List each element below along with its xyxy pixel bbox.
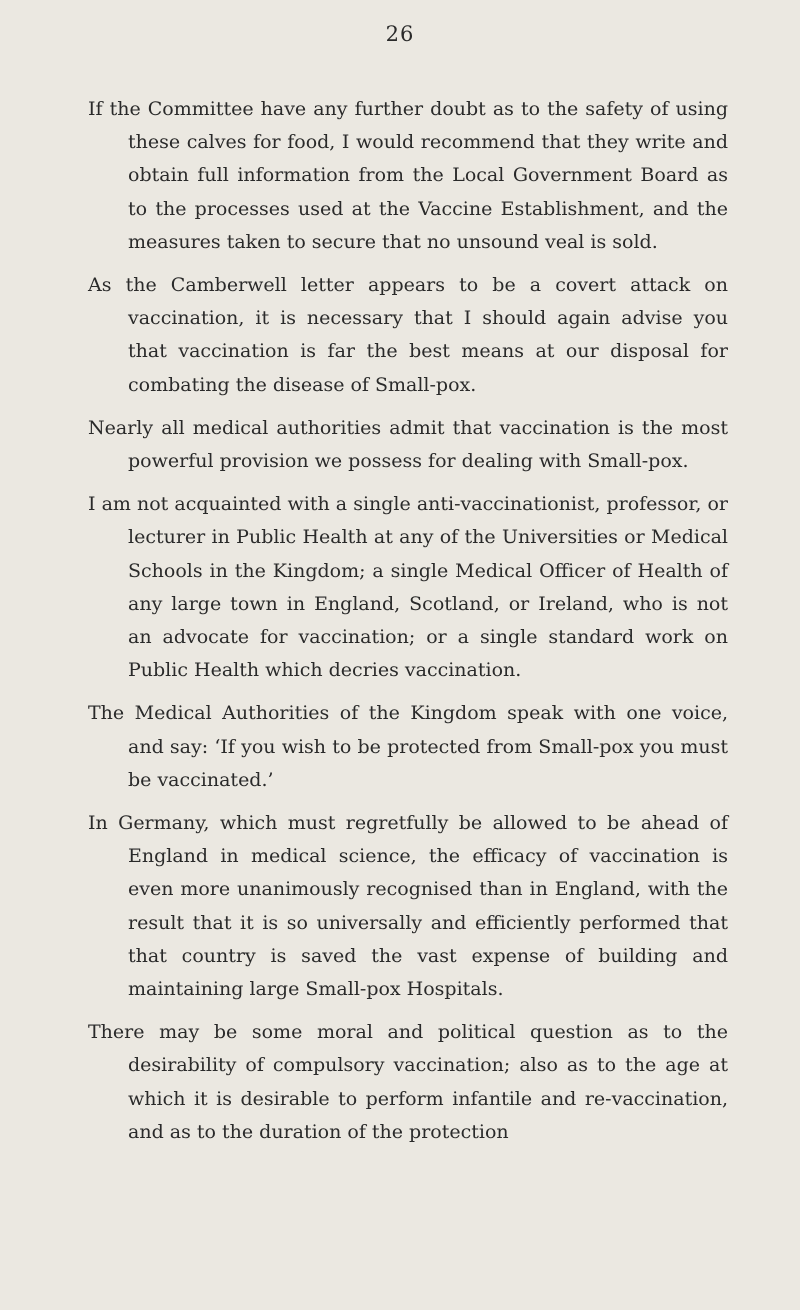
paragraph-one-voice: The Medical Authorities of the Kingdom speak with one voice, and say: ‘If you wish to be protected from Small-pox you must be vaccinated.’ bbox=[88, 702, 728, 791]
paragraph-not-acquainted: I am not acquainted with a single anti-vaccinationist, professor, or lecturer in Public Health at any of the Universities or Medical Schools in the Kingdom; a single Medical Officer of Health of any large town in England, Scotland, or Ireland, who is not an advocate for vaccination; or a single standard work on Public Health which decries vaccination. bbox=[88, 493, 728, 682]
paragraph-germany: In Germany, which must regretfully be allowed to be ahead of England in medical science, the efficacy of vaccination is even more unanimously recognised than in England, with the result that it is so universally and efficiently performed that that country is saved the vast expense of building and maintaining large Small-pox Hospitals. bbox=[88, 812, 728, 1001]
paragraph-committee-doubt: If the Committee have any further doubt as to the safety of using these calves for food, I would recommend that they write and obtain full information from the Local Government Board as to the processes used at the Vaccine Establishment, and the measures taken to secure that no unsound veal is sold. bbox=[88, 98, 728, 253]
paragraph-camberwell-letter: As the Camberwell letter appears to be a covert attack on vaccination, it is necessary that I should again advise you that vaccination is far the best means at our disposal for combating the disease of Small-pox. bbox=[88, 274, 728, 396]
paragraph-medical-authorities: Nearly all medical authorities admit that vaccination is the most powerful provision we possess for dealing with Small-pox. bbox=[88, 416, 728, 473]
body-text bbox=[88, 93, 728, 1159]
page-number: 26 bbox=[385, 22, 415, 46]
paragraph-moral-question: There may be some moral and political question as to the desirability of compulsory vaccination; also as to the age at which it is desirable to perform infantile and re-vaccination, and as to the duration of the protection bbox=[88, 1021, 728, 1143]
